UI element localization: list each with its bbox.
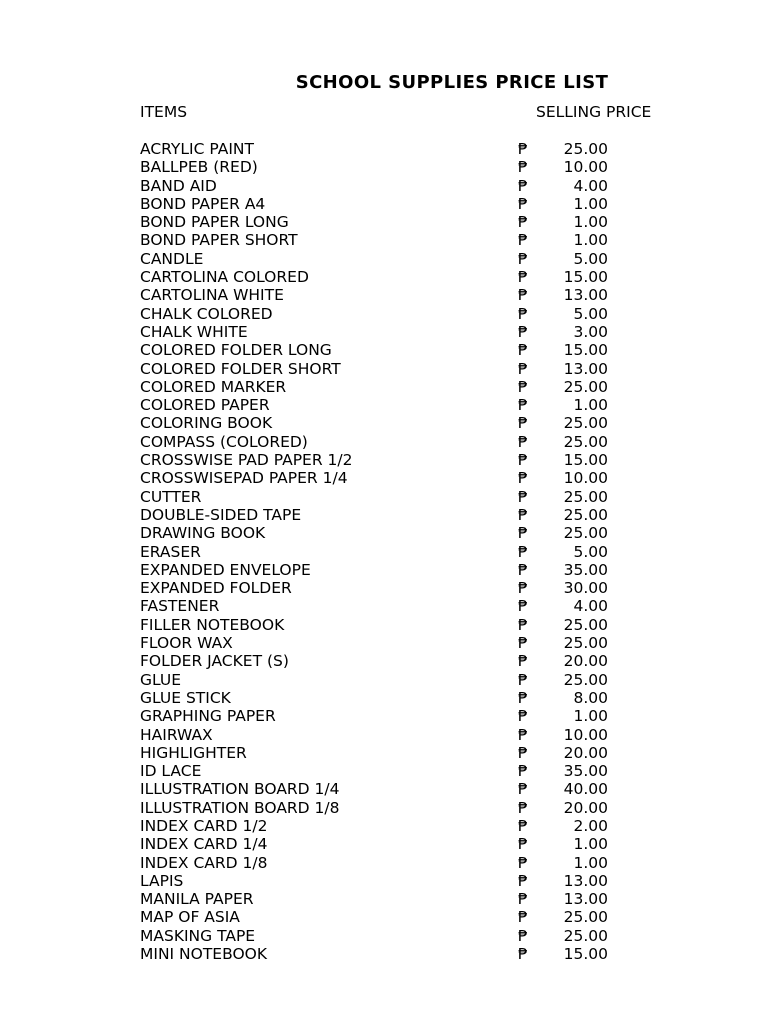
item-name: EXPANDED ENVELOPE (140, 560, 311, 579)
item-price: 3.00 (573, 322, 608, 341)
item-price: 13.00 (563, 359, 608, 378)
item-price: 25.00 (563, 634, 608, 653)
price-row (0, 890, 768, 908)
price-row (0, 231, 768, 249)
price-row (0, 579, 768, 597)
currency-symbol: ₱ (518, 505, 528, 524)
price-row (0, 195, 768, 213)
item-name: MINI NOTEBOOK (140, 945, 268, 964)
currency-symbol: ₱ (518, 945, 528, 964)
price-row (0, 945, 768, 963)
currency-symbol: ₱ (518, 322, 528, 341)
price-row (0, 177, 768, 195)
item-price: 13.00 (563, 286, 608, 305)
price-row (0, 506, 768, 524)
price-row (0, 140, 768, 158)
item-price: 1.00 (573, 396, 608, 415)
price-row (0, 634, 768, 652)
currency-symbol: ₱ (518, 359, 528, 378)
currency-symbol: ₱ (518, 487, 528, 506)
item-price: 25.00 (563, 926, 608, 945)
item-price: 25.00 (563, 670, 608, 689)
item-name: GLUE STICK (140, 688, 231, 707)
item-price: 25.00 (563, 505, 608, 524)
currency-symbol: ₱ (518, 158, 528, 177)
currency-symbol: ₱ (518, 890, 528, 909)
item-name: COMPASS (COLORED) (140, 432, 308, 451)
price-row (0, 360, 768, 378)
currency-symbol: ₱ (518, 707, 528, 726)
item-name: COLORED FOLDER LONG (140, 341, 332, 360)
price-row (0, 268, 768, 286)
currency-symbol: ₱ (518, 249, 528, 268)
price-row (0, 469, 768, 487)
item-name: BOND PAPER LONG (140, 213, 289, 232)
currency-symbol: ₱ (518, 908, 528, 927)
item-name: ILLUSTRATION BOARD 1/8 (140, 798, 340, 817)
price-row (0, 158, 768, 176)
item-price: 30.00 (563, 579, 608, 598)
item-price: 40.00 (563, 780, 608, 799)
item-name: CROSSWISEPAD PAPER 1/4 (140, 469, 348, 488)
item-name: FLOOR WAX (140, 634, 233, 653)
currency-symbol: ₱ (518, 194, 528, 213)
item-name: CANDLE (140, 249, 204, 268)
price-row (0, 726, 768, 744)
currency-symbol: ₱ (518, 670, 528, 689)
item-price: 13.00 (563, 871, 608, 890)
price-row (0, 414, 768, 432)
price-row (0, 927, 768, 945)
currency-symbol: ₱ (518, 451, 528, 470)
price-row (0, 378, 768, 396)
item-price: 8.00 (573, 688, 608, 707)
item-price: 15.00 (563, 341, 608, 360)
item-name: CROSSWISE PAD PAPER 1/2 (140, 451, 353, 470)
currency-symbol: ₱ (518, 469, 528, 488)
item-price: 25.00 (563, 432, 608, 451)
item-name: MANILA PAPER (140, 890, 254, 909)
currency-symbol: ₱ (518, 286, 528, 305)
item-name: ERASER (140, 542, 201, 561)
price-row (0, 671, 768, 689)
item-name: COLORING BOOK (140, 414, 273, 433)
currency-symbol: ₱ (518, 926, 528, 945)
currency-symbol: ₱ (518, 560, 528, 579)
item-price: 4.00 (573, 597, 608, 616)
item-name: FILLER NOTEBOOK (140, 615, 285, 634)
currency-symbol: ₱ (518, 213, 528, 232)
item-name: INDEX CARD 1/2 (140, 816, 268, 835)
currency-symbol: ₱ (518, 652, 528, 671)
item-price: 1.00 (573, 835, 608, 854)
item-name: MAP OF ASIA (140, 908, 240, 927)
price-row (0, 323, 768, 341)
price-row (0, 451, 768, 469)
currency-symbol: ₱ (518, 268, 528, 287)
item-name: ACRYLIC PAINT (140, 140, 254, 158)
currency-symbol: ₱ (518, 762, 528, 781)
price-row (0, 780, 768, 798)
currency-symbol: ₱ (518, 597, 528, 616)
item-price: 20.00 (563, 743, 608, 762)
item-name: HIGHLIGHTER (140, 743, 247, 762)
item-name: FASTENER (140, 597, 220, 616)
price-row (0, 305, 768, 323)
item-price: 20.00 (563, 798, 608, 817)
currency-symbol: ₱ (518, 140, 528, 158)
price-row (0, 341, 768, 359)
price-row (0, 616, 768, 634)
item-name: EXPANDED FOLDER (140, 579, 292, 598)
item-price: 4.00 (573, 176, 608, 195)
item-price: 13.00 (563, 890, 608, 909)
item-price: 25.00 (563, 377, 608, 396)
item-price: 10.00 (563, 725, 608, 744)
item-price: 20.00 (563, 652, 608, 671)
item-name: MASKING TAPE (140, 926, 256, 945)
item-name: INDEX CARD 1/4 (140, 835, 268, 854)
item-name: CARTOLINA WHITE (140, 286, 284, 305)
price-row (0, 597, 768, 615)
currency-symbol: ₱ (518, 176, 528, 195)
price-row (0, 908, 768, 926)
item-name: ID LACE (140, 762, 202, 781)
price-row (0, 872, 768, 890)
item-name: LAPIS (140, 871, 184, 890)
currency-symbol: ₱ (518, 231, 528, 250)
item-name: DRAWING BOOK (140, 524, 266, 543)
currency-symbol: ₱ (518, 341, 528, 360)
item-price: 5.00 (573, 249, 608, 268)
item-price: 5.00 (573, 304, 608, 323)
item-name: HAIRWAX (140, 725, 213, 744)
item-name: BOND PAPER A4 (140, 194, 266, 213)
currency-symbol: ₱ (518, 725, 528, 744)
currency-symbol: ₱ (518, 579, 528, 598)
item-price: 15.00 (563, 451, 608, 470)
item-price: 25.00 (563, 140, 608, 158)
price-list (0, 140, 768, 963)
currency-symbol: ₱ (518, 853, 528, 872)
price-row (0, 524, 768, 542)
item-price: 1.00 (573, 194, 608, 213)
price-row (0, 433, 768, 451)
price-row (0, 799, 768, 817)
price-row (0, 543, 768, 561)
currency-symbol: ₱ (518, 414, 528, 433)
price-row (0, 689, 768, 707)
item-price: 25.00 (563, 487, 608, 506)
item-name: CUTTER (140, 487, 202, 506)
item-price: 1.00 (573, 853, 608, 872)
item-price: 10.00 (563, 469, 608, 488)
item-price: 35.00 (563, 762, 608, 781)
currency-symbol: ₱ (518, 798, 528, 817)
price-row (0, 396, 768, 414)
item-price: 15.00 (563, 268, 608, 287)
item-name: ILLUSTRATION BOARD 1/4 (140, 780, 340, 799)
currency-symbol: ₱ (518, 542, 528, 561)
currency-symbol: ₱ (518, 835, 528, 854)
price-row (0, 854, 768, 872)
item-price: 15.00 (563, 945, 608, 964)
item-name: COLORED PAPER (140, 396, 270, 415)
currency-symbol: ₱ (518, 524, 528, 543)
price-row (0, 652, 768, 670)
item-price: 1.00 (573, 707, 608, 726)
item-price: 10.00 (563, 158, 608, 177)
currency-symbol: ₱ (518, 780, 528, 799)
item-name: CARTOLINA COLORED (140, 268, 309, 287)
currency-symbol: ₱ (518, 743, 528, 762)
currency-symbol: ₱ (518, 615, 528, 634)
selling-price-column-header: SELLING PRICE (536, 103, 652, 121)
price-row (0, 213, 768, 231)
item-name: COLORED FOLDER SHORT (140, 359, 341, 378)
price-row (0, 250, 768, 268)
item-price: 35.00 (563, 560, 608, 579)
item-name: FOLDER JACKET (S) (140, 652, 289, 671)
currency-symbol: ₱ (518, 396, 528, 415)
item-name: BOND PAPER SHORT (140, 231, 298, 250)
item-name: COLORED MARKER (140, 377, 287, 396)
item-name: INDEX CARD 1/8 (140, 853, 268, 872)
price-row (0, 707, 768, 725)
item-price: 25.00 (563, 908, 608, 927)
price-row (0, 561, 768, 579)
price-row (0, 488, 768, 506)
item-price: 1.00 (573, 213, 608, 232)
items-column-header: ITEMS (140, 103, 188, 121)
item-price: 25.00 (563, 615, 608, 634)
currency-symbol: ₱ (518, 432, 528, 451)
item-name: CHALK COLORED (140, 304, 273, 323)
price-row (0, 762, 768, 780)
price-row (0, 286, 768, 304)
price-row (0, 817, 768, 835)
item-name: BAND AID (140, 176, 217, 195)
item-price: 1.00 (573, 231, 608, 250)
item-price: 5.00 (573, 542, 608, 561)
item-name: BALLPEB (RED) (140, 158, 258, 177)
currency-symbol: ₱ (518, 634, 528, 653)
item-price: 25.00 (563, 524, 608, 543)
item-name: CHALK WHITE (140, 322, 248, 341)
price-row (0, 744, 768, 762)
item-price: 2.00 (573, 816, 608, 835)
item-name: GRAPHING PAPER (140, 707, 276, 726)
item-name: DOUBLE-SIDED TAPE (140, 505, 302, 524)
currency-symbol: ₱ (518, 816, 528, 835)
currency-symbol: ₱ (518, 377, 528, 396)
item-price: 25.00 (563, 414, 608, 433)
item-name: GLUE (140, 670, 182, 689)
page-title: SCHOOL SUPPLIES PRICE LIST (295, 72, 609, 93)
price-row (0, 835, 768, 853)
currency-symbol: ₱ (518, 871, 528, 890)
currency-symbol: ₱ (518, 688, 528, 707)
currency-symbol: ₱ (518, 304, 528, 323)
